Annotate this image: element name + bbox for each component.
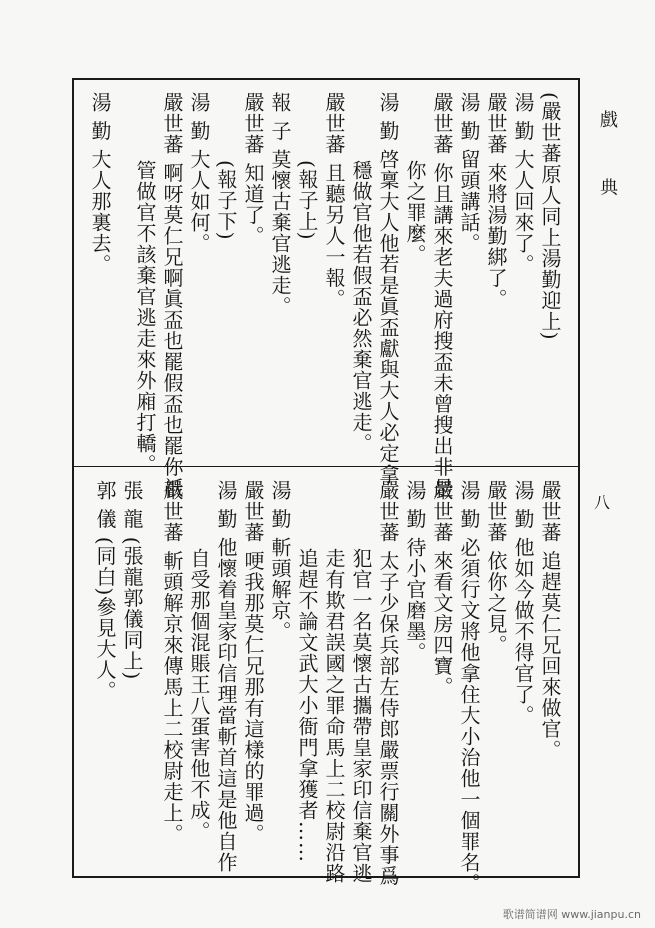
- speech-text: 大人如何。: [187, 148, 211, 254]
- bottom-column-7: [376, 480, 400, 886]
- speech-text: 哽我那莫仁兄那有這樣的罪過。: [241, 550, 265, 845]
- speech-text: 莫懷古棄官逃走。: [268, 148, 292, 317]
- top-column-7: [376, 92, 400, 485]
- speaker-name: 湯 勤: [376, 92, 400, 142]
- speech-text: 依你之見。: [484, 550, 508, 656]
- speaker-name: 張 龍: [120, 480, 144, 530]
- speaker-name: 郭 儀: [93, 480, 117, 530]
- bottom-column-14: [187, 548, 211, 842]
- speech-text: 走有欺君誤國之罪命馬上二校尉沿路: [322, 548, 346, 884]
- speaker-name: 湯 勤: [457, 92, 481, 142]
- speaker-name: 嚴世蕃: [160, 92, 184, 155]
- speaker-name: 湯 勤: [511, 92, 535, 142]
- bottom-column-12: [241, 480, 265, 844]
- speaker-name: 嚴世蕃: [160, 480, 184, 543]
- top-column-14: [187, 92, 211, 254]
- speech-text: 他如今做不得官了。: [511, 536, 535, 726]
- bottom-column-8: [349, 548, 373, 884]
- site-watermark: 歌谱简谱网 www.jianpu.cn: [502, 908, 641, 921]
- bottom-column-13: [214, 480, 238, 873]
- speech-text: 啓稟大人他若是眞盃獻與大人必定拿: [376, 148, 400, 485]
- speech-text: 斬頭解京來傳馬上二校尉走上。: [160, 550, 184, 845]
- speech-text: 太子少保兵部左侍郎嚴票行關外事爲: [376, 550, 400, 887]
- speaker-name: 嚴世蕃: [322, 92, 346, 155]
- speech-text: 你且講來老夫過府搜盃未曾搜出非是: [430, 162, 454, 499]
- speaker-name: 湯 勤: [403, 480, 427, 530]
- top-column-4: [457, 92, 481, 254]
- speech-text: 追趕莫仁兄回來做官。: [538, 550, 562, 761]
- speech-text: (報子上): [295, 160, 319, 241]
- bottom-column-5: [430, 480, 454, 697]
- top-column-3: [484, 92, 508, 309]
- speech-text: 啊呀莫仁兄啊眞盃也罷假盃也罷你祇: [160, 162, 184, 499]
- speaker-name: 嚴世蕃: [430, 92, 454, 155]
- speech-text: 大人那裏去。: [88, 148, 112, 275]
- speech-text: 大人回來了。: [511, 148, 535, 275]
- top-column-8: [349, 160, 373, 454]
- speech-text: 知道了。: [241, 162, 265, 247]
- bottom-column-2: [511, 480, 535, 726]
- top-column-10: [295, 160, 319, 241]
- speech-text: (嚴世蕃原人同上湯勤迎上): [538, 92, 562, 341]
- speech-text: (報子下): [214, 160, 238, 241]
- speech-text: 來將湯勤綁了。: [484, 162, 508, 310]
- speech-text: (張龍郭儀同上): [120, 536, 144, 681]
- top-column-1: [538, 92, 562, 341]
- speech-text: (同白)參見大人。: [93, 536, 117, 702]
- bottom-column-10: [295, 548, 319, 863]
- speaker-name: 嚴世蕃: [430, 480, 454, 543]
- speaker-name: 嚴世蕃: [538, 480, 562, 543]
- speech-text: 你之罪麼。: [403, 160, 427, 265]
- speaker-name: 湯 勤: [511, 480, 535, 530]
- top-column-13: [214, 160, 238, 241]
- top-column-9: [322, 92, 346, 309]
- top-column-15: [160, 92, 184, 498]
- top-column-5: [430, 92, 454, 498]
- top-column-6: [403, 160, 427, 265]
- top-column-11: [268, 92, 292, 317]
- speech-text: 待小官磨墨。: [403, 536, 427, 663]
- speech-text: 且聽另人一報。: [322, 162, 346, 310]
- running-title: 戲 典: [597, 110, 618, 218]
- page-number: 八: [594, 493, 611, 512]
- bottom-column-1: [538, 480, 562, 760]
- bottom-column-17: [93, 480, 117, 701]
- bottom-column-3: [484, 480, 508, 655]
- bottom-column-16: [120, 480, 144, 680]
- speech-text: 留頭講話。: [457, 148, 481, 254]
- bottom-column-11: [268, 480, 292, 642]
- bottom-column-4: [457, 480, 481, 894]
- speaker-name: 湯 勤: [187, 92, 211, 142]
- speaker-name: 報 子: [268, 92, 292, 142]
- speech-text: 自受那個混賬王八蛋害他不成。: [187, 548, 211, 842]
- top-column-12: [241, 92, 265, 246]
- speaker-name: 嚴世蕃: [376, 480, 400, 543]
- top-column-17: [88, 92, 112, 275]
- bottom-column-15: [160, 480, 184, 844]
- speech-text: 斬頭解京。: [268, 536, 292, 642]
- top-column-2: [511, 92, 535, 275]
- speaker-name: 湯 勤: [268, 480, 292, 530]
- speech-text: 來看文房四寶。: [430, 550, 454, 698]
- speaker-name: 嚴世蕃: [484, 92, 508, 155]
- speech-text: 犯官一名莫懷古攜帶皇家印信棄官逃: [349, 548, 373, 884]
- bottom-column-6: [403, 480, 427, 663]
- speaker-name: 嚴世蕃: [241, 92, 265, 155]
- speaker-name: 嚴世蕃: [241, 480, 265, 543]
- speech-text: 追趕不論文武大小衙門拿獲者……: [295, 548, 319, 863]
- speech-text: 必須行文將他拿住大小治他一個罪名。: [457, 536, 481, 894]
- speaker-name: 嚴世蕃: [484, 480, 508, 543]
- speech-text: 穩做官他若假盃必然棄官逃走。: [349, 160, 373, 454]
- speaker-name: 湯 勤: [214, 480, 238, 530]
- speaker-name: 湯 勤: [88, 92, 112, 142]
- speech-text: 管做官不該棄官逃走來外廂打轎。: [133, 160, 157, 475]
- speaker-name: 湯 勤: [457, 480, 481, 530]
- bottom-column-9: [322, 548, 346, 884]
- top-column-16: [133, 160, 157, 475]
- speech-text: 他懷着皇家印信理當斬首這是他自作: [214, 536, 238, 873]
